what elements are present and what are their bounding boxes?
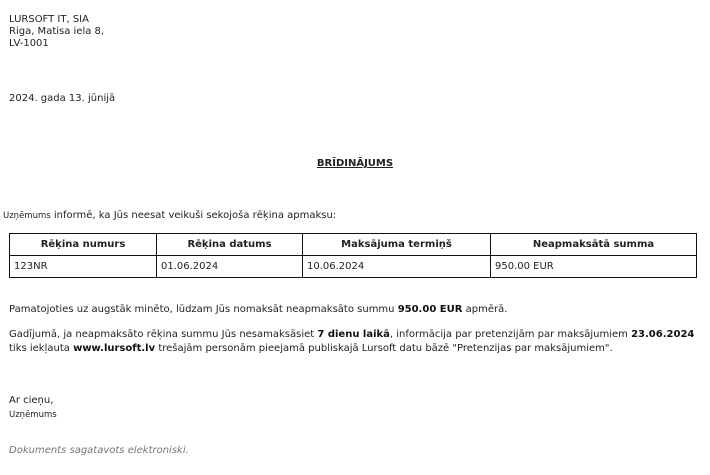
table-row	[10, 256, 697, 278]
p1-amount: 950.00 EUR	[397, 304, 463, 315]
footer-note: Dokuments sagatavots elektroniski.	[9, 445, 189, 456]
invoice-table	[9, 233, 697, 278]
header-invoice-number: Rēķina numurs	[10, 234, 157, 256]
p2-days: 7 dienu laikā	[317, 329, 390, 340]
closing-block	[9, 394, 57, 422]
table-header-row	[10, 234, 697, 256]
cell-payment-term: 10.06.2024	[303, 256, 491, 278]
document-date: 2024. gada 13. jūnijā	[9, 93, 116, 104]
warning-line-1	[9, 328, 699, 342]
intro-sentence: informē, ka Jūs neesat veikuši sekojoša rēķina apmaksu:	[50, 210, 337, 221]
p1-text-pre: Pamatojoties uz augstāk minēto, lūdzam Jūs nomaksāt neapmaksāto summu	[9, 304, 398, 315]
cell-invoice-date: 01.06.2024	[157, 256, 303, 278]
intro-company: Uzņēmums	[3, 211, 51, 221]
intro-text	[3, 209, 336, 223]
document-title: BRĪDINĀJUMS	[316, 158, 394, 169]
p2-text-2: , informācija par pretenzijām par maksājumiem	[389, 329, 632, 340]
warning-paragraph	[9, 328, 699, 356]
cell-invoice-number: 123NR	[10, 256, 157, 278]
header-payment-term: Maksājuma termiņš	[303, 234, 491, 256]
sender-address	[9, 14, 104, 50]
payment-request-paragraph	[9, 303, 507, 316]
closing-greeting: Ar cieņu,	[9, 395, 54, 406]
warning-line-2	[9, 342, 699, 356]
p2-text-3: tiks iekļauta	[9, 343, 74, 354]
header-invoice-date: Rēķina datums	[157, 234, 303, 256]
p1-text-post: apmērā.	[462, 304, 508, 315]
p2-site: www.lursoft.lv	[73, 343, 156, 354]
header-unpaid-amount: Neapmaksātā summa	[491, 234, 697, 256]
closing-company: Uzņēmums	[9, 410, 57, 420]
address-line-3: LV-1001	[9, 38, 49, 49]
p2-text-1: Gadījumā, ja neapmaksāto rēķina summu Jūs nesamaksāsiet	[9, 329, 318, 340]
address-line-2: Riga, Matisa iela 8,	[9, 26, 105, 37]
p2-text-4: trešajām personām pieejamā publiskajā Lursoft datu bāzē "Pretenzijas par maksājumiem".	[155, 343, 613, 354]
p2-deadline: 23.06.2024	[631, 329, 695, 340]
address-line-1: LURSOFT IT, SIA	[9, 14, 89, 25]
cell-unpaid-amount: 950.00 EUR	[491, 256, 697, 278]
